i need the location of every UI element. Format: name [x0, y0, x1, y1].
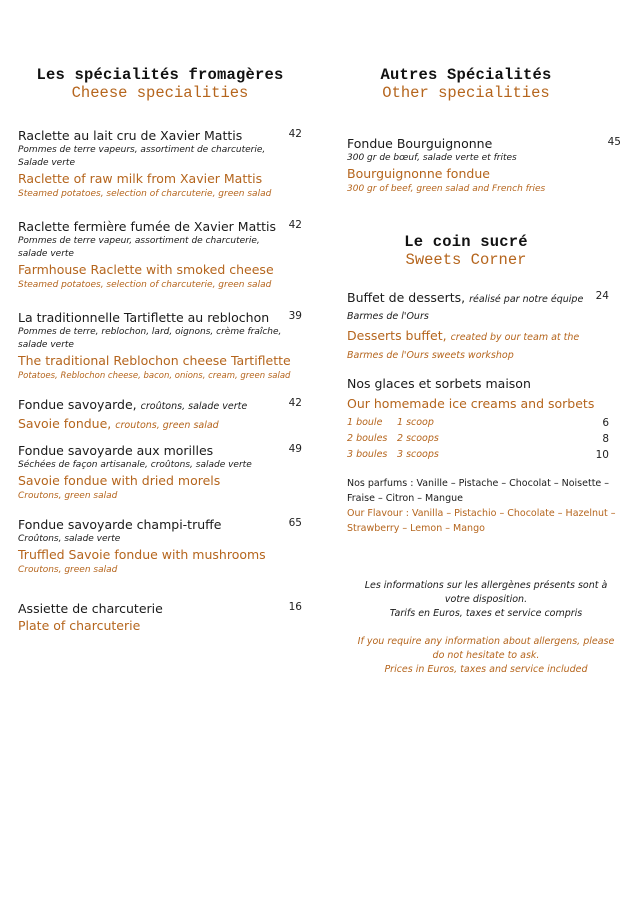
item-name-line2: Barmes de l'Ours — [347, 311, 429, 322]
ice-heading-fr: Nos glaces et sorbets maison — [347, 376, 531, 391]
item-name-suffix: réalisé par notre équipe — [469, 294, 584, 305]
item-name: Buffet de desserts, — [347, 290, 466, 305]
item-name: Fondue Bourguignonne — [347, 136, 493, 151]
item-description: Croûtons, salade verte — [18, 534, 121, 544]
item-description-en: 300 gr of beef, green salad and French fries — [347, 184, 546, 194]
menu-item — [18, 219, 302, 292]
item-name-line — [18, 397, 302, 415]
menu-item — [18, 517, 302, 577]
flavours-en: Our Flavour : Vanilla – Pistachio – Chocolate – Hazelnut – Strawberry – Lemon – Mango — [347, 508, 616, 534]
item-name-en: Raclette of raw milk from Xavier Mattis — [18, 171, 263, 186]
item-name-en-line — [18, 415, 302, 435]
sweets-heading-en: Sweets Corner — [405, 251, 527, 269]
scoop-label-en: 1 scoop — [397, 417, 434, 428]
item-description: Pommes de terre vapeur, assortiment de charcuterie, salade verte — [18, 236, 260, 259]
menu-item — [18, 397, 302, 435]
menu-item — [18, 310, 302, 383]
allergen-notes — [353, 579, 619, 677]
item-name: Assiette de charcuterie — [18, 601, 163, 616]
item-description-en: Steamed potatoes, selection of charcuterie, green salad — [18, 280, 272, 290]
item-name: Raclette fermière fumée de Xavier Mattis — [18, 219, 277, 234]
item-price: 42 — [288, 397, 302, 409]
item-description: Pommes de terre vapeurs, assortiment de charcuterie, Salade verte — [18, 145, 266, 168]
cheese-heading-en: Cheese specialities — [71, 84, 249, 102]
scoop-row — [347, 415, 609, 431]
other-heading-en: Other specialities — [382, 84, 550, 102]
item-name-suffix: croûtons, salade verte — [140, 401, 248, 412]
cheese-heading — [18, 66, 302, 102]
flavours — [347, 476, 617, 536]
scoop-price: 10 — [595, 449, 609, 461]
item-description: Séchées de façon artisanale, croûtons, salade verte — [18, 460, 252, 470]
item-price: 49 — [288, 443, 302, 455]
scoop-row — [347, 447, 609, 463]
item-name-en-line2: Barmes de l'Ours sweets workshop — [347, 350, 514, 361]
item-price: 24 — [595, 290, 609, 302]
item-description-en: Potatoes, Reblochon cheese, bacon, onions, cream, green salad — [18, 371, 291, 381]
item-name-en: Desserts buffet, — [347, 328, 447, 343]
cheese-heading-fr: Les spécialités fromagères — [36, 66, 284, 84]
sweets-heading-fr: Le coin sucré — [404, 233, 528, 251]
item-description-en: Croutons, green salad — [18, 491, 118, 501]
item-name-en: Truffled Savoie fondue with mushrooms — [18, 547, 266, 562]
scoop-price: 6 — [602, 417, 609, 429]
menu-item — [347, 290, 609, 364]
item-name-line — [347, 290, 609, 308]
item-price: 42 — [288, 128, 302, 140]
menu-item — [18, 128, 302, 201]
item-name: Fondue savoyarde champi-truffe — [18, 517, 222, 532]
item-description-en: Croutons, green salad — [18, 565, 118, 575]
menu-item — [18, 443, 302, 503]
ice-cream-section — [347, 375, 609, 463]
item-description: 300 gr de bœuf, salade verte et frites — [347, 153, 517, 163]
other-heading — [337, 66, 595, 102]
item-name: Raclette au lait cru de Xavier Mattis — [18, 128, 243, 143]
item-name-en: Savoie fondue, — [18, 416, 112, 431]
scoop-row — [347, 431, 609, 447]
item-name-en: Plate of charcuterie — [18, 618, 141, 633]
other-heading-fr: Autres Spécialités — [380, 66, 552, 84]
item-price: 42 — [288, 219, 302, 231]
item-price: 16 — [288, 601, 302, 613]
item-price: 39 — [288, 310, 302, 322]
scoop-label-fr: 1 boule — [347, 417, 383, 428]
item-description-en: Steamed potatoes, selection of charcuterie, green salad — [18, 189, 272, 199]
item-name: Fondue savoyarde aux morilles — [18, 443, 214, 458]
item-name-en: Farmhouse Raclette with smoked cheese — [18, 262, 274, 277]
price-note-en: Prices in Euros, taxes and service included — [384, 664, 588, 675]
item-description: Pommes de terre, reblochon, lard, oignons, crème fraîche, salade verte — [18, 327, 282, 350]
price-note-fr: Tarifs en Euros, taxes et service compris — [389, 608, 583, 619]
scoop-label-fr: 2 boules — [347, 433, 388, 444]
ice-heading-en: Our homemade ice creams and sorbets — [347, 396, 595, 411]
scoop-label-en: 3 scoops — [397, 449, 439, 460]
item-name-en-suffix: created by our team at the — [450, 332, 580, 343]
item-name-en: Bourguignonne fondue — [347, 166, 490, 181]
item-name: Fondue savoyarde, — [18, 397, 137, 412]
item-name: La traditionnelle Tartiflette au reblochon — [18, 310, 270, 325]
sweets-heading — [337, 233, 595, 269]
item-name-en-line — [347, 327, 609, 347]
scoop-label-en: 2 scoops — [397, 433, 439, 444]
item-price: 65 — [288, 517, 302, 529]
item-price: 45 — [607, 136, 621, 148]
allergen-note-en: If you require any information about allergens, please do not hesitate to ask. — [357, 636, 615, 661]
item-name-en-suffix: croutons, green salad — [115, 420, 219, 431]
allergen-note-fr: Les informations sur les allergènes présents sont à votre disposition. — [364, 580, 608, 605]
scoop-price: 8 — [602, 433, 609, 445]
menu-item — [18, 601, 302, 635]
scoop-label-fr: 3 boules — [347, 449, 388, 460]
scoop-list — [347, 415, 609, 463]
flavours-fr: Nos parfums : Vanille – Pistache – Chocolat – Noisette – Fraise – Citron – Mangue — [347, 478, 610, 504]
item-name-en: Savoie fondue with dried morels — [18, 473, 221, 488]
item-name-en: The traditional Reblochon cheese Tartiflette — [18, 353, 291, 368]
menu-item — [347, 136, 621, 196]
